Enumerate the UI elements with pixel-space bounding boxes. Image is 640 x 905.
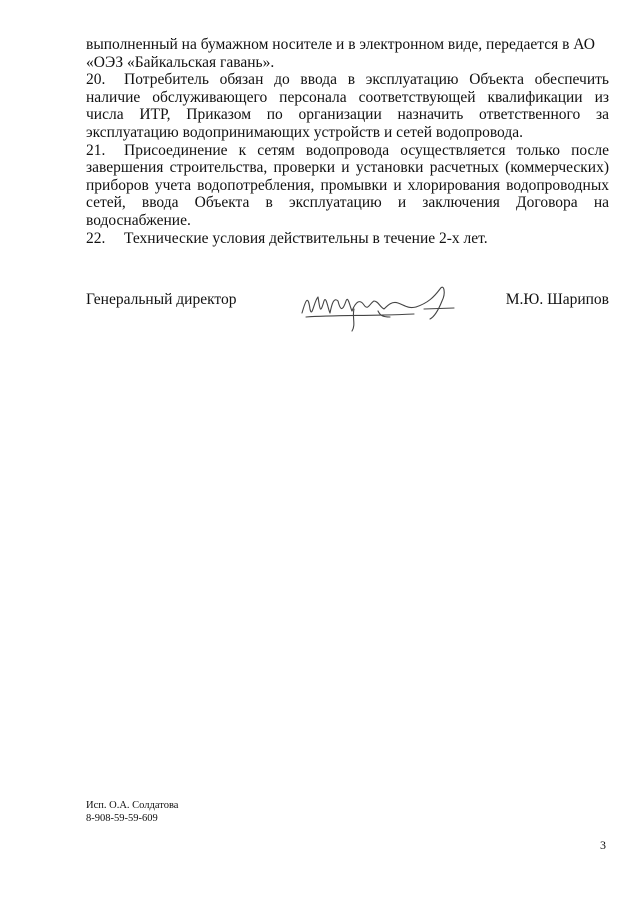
executor-info	[86, 799, 178, 825]
clause-number: 20.	[86, 71, 106, 89]
continuation-line-1: выполненный на бумажном носителе и в электронном виде, передается в АО	[86, 36, 595, 53]
clause-number: 22.	[86, 229, 106, 247]
clause-text: Потребитель обязан до ввода в эксплуатацию Объекта обеспечить наличие обслуживающего персонала соответствующей квалификации из числа ИТР, Приказом по организации назначить ответственного за эксплуатацию водопринимающих устройств и сетей водопровода.	[86, 71, 609, 141]
signature-row	[86, 285, 609, 335]
page-number: 3	[600, 838, 606, 852]
continuation-text	[86, 36, 609, 71]
handwritten-signature	[294, 279, 464, 335]
signatory-title: Генеральный директор	[86, 291, 237, 308]
clause-text: Технические условия действительны в течение 2-х лет.	[124, 229, 488, 247]
clause-21	[86, 142, 609, 230]
clause-20	[86, 71, 609, 141]
executor-phone: 8-908-59-59-609	[86, 813, 158, 824]
continuation-line-2: «ОЭЗ «Байкальская гавань».	[86, 53, 275, 71]
clause-22	[86, 230, 609, 248]
document-body	[86, 36, 609, 247]
executor-name: Исп. О.А. Солдатова	[86, 800, 179, 811]
clause-text: Присоединение к сетям водопровода осуществляется только после завершения строительства, проверки и установки расчетных (коммерческих) приборов учета водопотребления, промывки и хлорирования водопроводных сетей, ввода Объекта в эксплуатацию и заключения Договора на водоснабжение.	[86, 141, 609, 229]
signatory-name: М.Ю. Шарипов	[505, 291, 609, 308]
clause-number: 21.	[86, 141, 106, 159]
